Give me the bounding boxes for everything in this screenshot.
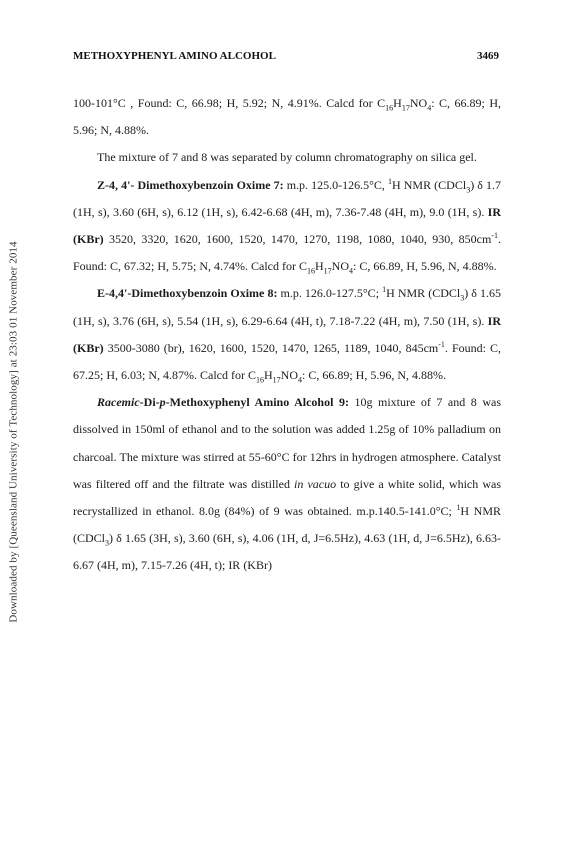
article-body [73,90,501,580]
superscript: 1 [456,503,461,513]
compound-heading [97,395,349,409]
text-run: H NMR (CDCl [386,286,461,301]
superscript: -1 [438,339,445,349]
text-run: NO [331,259,350,274]
subscript: 16 [255,375,264,385]
paragraph-elemental-analysis [73,90,501,144]
subscript: 3 [460,293,465,303]
text-run: m.p. 125.0-126.5°C, [283,177,389,192]
text-run: H [263,368,273,383]
text-run: m.p. 126.0-127.5°C; [277,286,383,301]
text-run: ) δ 1.65 (1H, s), 3.76 (6H, s), 5.54 (1H, s), 6.29-6.64 (4H, t), 7.18-7.22 (4H, m), 7.50 (1H, s). [73,286,502,328]
watermark-text: Downloaded by [Queensland University of Technology] at 23:03 01 November 2014 [8,241,21,623]
superscript: 1 [388,176,393,186]
text-run: H NMR (CDCl [392,177,467,192]
ir-label: IR (KBr) [73,204,501,247]
text-run: H, 5.96; N, 4.88%. [73,96,502,138]
paragraph-compound-8 [73,280,501,389]
text-run: . Found: C, 67.32; H, 5.75; N, 4.74%. Calcd for C [73,232,501,274]
subscript: 16 [307,266,315,276]
subscript: 17 [272,375,281,385]
text-run: The mixture of 7 and 8 was separated by column chromatography on silica gel. [97,150,477,165]
compound-heading: Z-4, 4'- Dimethoxybenzoin Oxime 7: [97,177,284,192]
subscript: 3 [105,538,110,548]
text-run: H [315,259,324,274]
subscript: 4 [298,375,302,385]
text-run: 3520, 3320, 1620, 1600, 1520, 1470, 1270, 1198, 1080, 1040, 930, 850cm [103,232,492,247]
text-run: -Methoxyphenyl Amino Alcohol 9: [165,395,349,410]
text-run: ) δ 1.7 (1H, s), 3.60 (6H, s), 6.12 (1H, s), 6.42-6.68 (4H, m), 7.36-7.48 (4H, m), 9.0 (1H, s). [73,177,501,219]
page-number: 3469 [477,50,499,62]
subscript: 17 [401,103,410,113]
superscript: -1 [491,231,498,241]
text-run: NO [409,96,428,110]
text-run: 10g mixture of 7 and 8 was dissolved in 150ml of ethanol and to the solution was added 1.25g of 10% palladium on charcoal. The mixture was stirred at 55-60°C for 12hrs in hydrogen atmosphere. Catalyst was filtered off and the filtrate was distilled [73,395,501,491]
text-run: H [393,96,402,110]
paragraph-compound-9 [73,389,501,579]
italic-run: p [159,395,166,410]
subscript: 4 [427,103,432,113]
text-run: H NMR (CDCl [73,504,501,546]
download-watermark [1,0,27,864]
text-run: : C, 66.89; H, 5.96, N, 4.88%. [302,368,446,383]
text-run: 100-101°C , Found: C, 66.98; H, 5.92; N, 4.91%. Calcd for C [73,96,386,110]
running-header [73,50,499,62]
italic-run: Racemic [97,395,140,410]
subscript: 3 [466,185,471,194]
subscript: 4 [349,266,354,276]
text-run: . Found: C, 67.25; H, 6.03; N, 4.87%. Calcd for C [73,340,501,383]
running-title: METHOXYPHENYL AMINO ALCOHOL [73,50,276,62]
paragraph-separation [73,144,501,171]
subscript: 17 [323,266,332,276]
italic-run: in vacuo [294,476,337,491]
subscript: 16 [385,103,394,113]
ir-label: IR (KBr) [73,313,501,355]
text-run: to give a white solid, which was recrystallized in ethanol. 8.0g (84%) of 9 was obtained. m.p.140.5-141.0°C; [73,476,501,519]
text-run: -Di- [139,395,160,410]
text-run: 3500-3080 (br), 1620, 1600, 1520, 1470, 1265, 1189, 1040, 845cm [103,340,439,355]
text-run: : C, 66.89, H, 5.96, N, 4.88%. [353,259,497,274]
paragraph-compound-7 [73,172,501,281]
compound-heading: E-4,4'-Dimethoxybenzoin Oxime 8: [97,286,278,301]
superscript: 1 [382,285,387,295]
text-run: ) δ 1.65 (3H, s), 3.60 (6H, s), 4.06 (1H, d, J=6.5Hz), 4.63 (1H, d, J=6.5Hz), 6.63-6.67 (4H, m), 7.15-7.26 (4H, t); IR (KBr) [73,531,501,573]
text-run: : C, 66.89; [431,96,485,110]
text-run: NO [280,368,298,383]
